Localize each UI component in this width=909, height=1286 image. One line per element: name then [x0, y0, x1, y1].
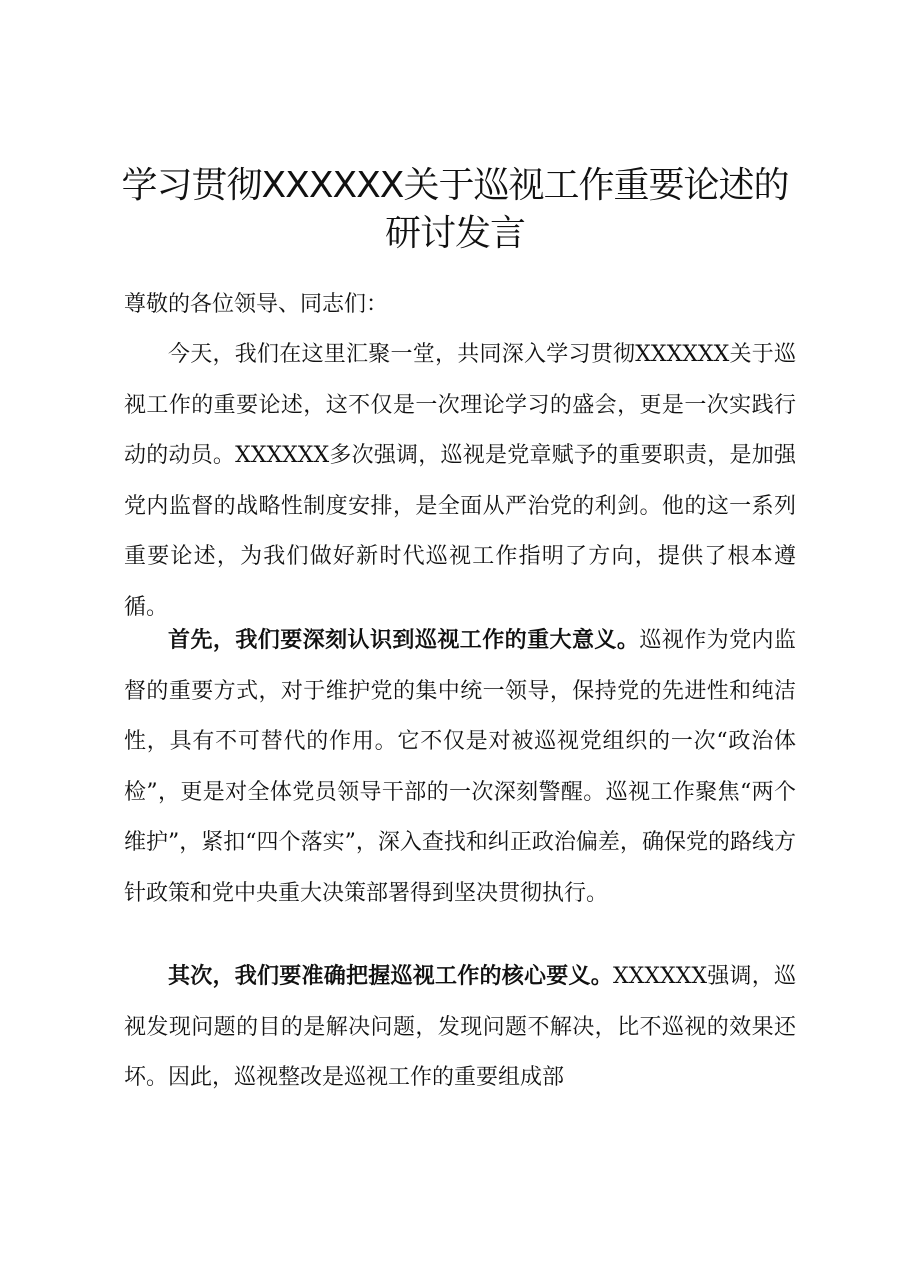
document-title-line-1: 学习贯彻XXXXXX关于巡视工作重要论述的 — [121, 165, 789, 206]
paragraph-3-lead: 其次，我们要准确把握巡视工作的核心要义。 — [168, 964, 614, 989]
salutation: 尊敬的各位领导、同志们： — [124, 292, 389, 317]
paragraph-2 — [124, 616, 796, 919]
paragraph-2-lead: 首先，我们要深刻认识到巡视工作的重大意义。 — [168, 628, 640, 653]
paragraph-2-text: 巡视作为党内监督的重要方式，对于维护党的集中统一领导，保持党的先进性和纯洁性，具有不可替代的作用。它不仅是对被巡视党组织的一次“政治体检”，更是对全体党员领导干部的一次深刻警醒。巡视工作聚焦“两个维护”，紧扣“四个落实”，深入查找和纠正政治偏差，确保党的路线方针政策和党中央重大决策部署得到坚决贯彻执行。 — [124, 628, 796, 906]
document-title-line-2: 研讨发言 — [384, 213, 525, 254]
paragraph-1 — [124, 330, 796, 633]
paragraph-3 — [124, 952, 796, 1104]
paragraph-1-text: 今天，我们在这里汇聚一堂，共同深入学习贯彻XXXXXX关于巡视工作的重要论述，这不仅是一次理论学习的盛会，更是一次实践行动的动员。XXXXXX多次强调，巡视是党章赋予的重要职责，是加强党内监督的战略性制度安排，是全面从严治党的利剑。他的这一系列重要论述，为我们做好新时代巡视工作指明了方向，提供了根本遵循。 — [124, 342, 796, 620]
paragraph-3-text: XXXXXX强调，巡视发现问题的目的是解决问题，发现问题不解决，比不巡视的效果还坏。因此，巡视整改是巡视工作的重要组成部 — [124, 964, 796, 1090]
